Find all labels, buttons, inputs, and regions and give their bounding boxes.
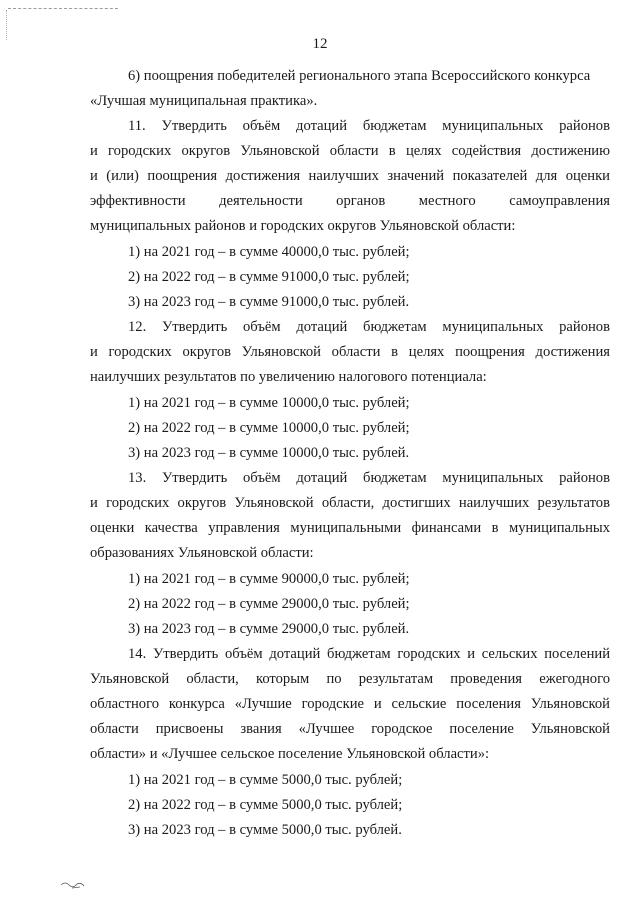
text-line: 11. Утвердить объём дотаций бюджетам муниципальных районов	[128, 118, 610, 134]
list-item: 1) на 2021 год – в сумме 90000,0 тыс. рублей;	[128, 571, 410, 587]
text-line: 14. Утвердить объём дотаций бюджетам городских и сельских поселений	[128, 646, 610, 662]
text-line: и городских округов Ульяновской области в целях поощрения достижения	[90, 344, 610, 360]
list-item: 3) на 2023 год – в сумме 10000,0 тыс. рублей.	[128, 445, 410, 461]
list-item: 3) на 2023 год – в сумме 29000,0 тыс. рублей.	[128, 621, 410, 637]
list-item: 3) на 2023 год – в сумме 91000,0 тыс. рублей.	[128, 294, 410, 310]
text-line: области присвоены звания «Лучшее городское поселение Ульяновской	[90, 721, 610, 737]
scan-artifact-top	[8, 8, 118, 10]
text-line: области» и «Лучшее сельское поселение Ульяновской области»:	[90, 746, 490, 762]
list-item: 1) на 2021 год – в сумме 10000,0 тыс. рублей;	[128, 395, 410, 411]
text-line: наилучших результатов по увеличению налогового потенциала:	[90, 369, 487, 385]
list-item: 2) на 2022 год – в сумме 29000,0 тыс. рублей;	[128, 596, 410, 612]
list-item: 2) на 2022 год – в сумме 10000,0 тыс. рублей;	[128, 420, 410, 436]
list-item: 2) на 2022 год – в сумме 5000,0 тыс. рублей;	[128, 797, 403, 813]
scribble-mark	[60, 878, 90, 890]
text-line: и (или) поощрения достижения наилучших значений показателей для оценки	[90, 168, 610, 184]
text-line: Ульяновской области, которым по результатам проведения ежегодного	[90, 671, 610, 687]
text-line: образованиях Ульяновской области:	[90, 545, 314, 561]
text-line: и городских округов Ульяновской области, достигших наилучших результатов	[90, 495, 610, 511]
text-line: муниципальных районов и городских округов Ульяновской области:	[90, 218, 516, 234]
list-item: 3) на 2023 год – в сумме 5000,0 тыс. рублей.	[128, 822, 402, 838]
text-line: «Лучшая муниципальная практика».	[90, 93, 318, 109]
text-line: 6) поощрения победителей регионального этапа Всероссийского конкурса	[128, 68, 591, 84]
text-line: областного конкурса «Лучшие городские и сельские поселения Ульяновской	[90, 696, 610, 712]
list-item: 1) на 2021 год – в сумме 40000,0 тыс. рублей;	[128, 244, 410, 260]
text-line: и городских округов Ульяновской области в целях содействия достижению	[90, 143, 610, 159]
text-line: оценки качества управления муниципальными финансами в муниципальных	[90, 520, 610, 536]
list-item: 2) на 2022 год – в сумме 91000,0 тыс. рублей;	[128, 269, 410, 285]
text-line: эффективности деятельности органов местного самоуправления	[90, 193, 610, 209]
page-number: 12	[312, 36, 328, 52]
list-item: 1) на 2021 год – в сумме 5000,0 тыс. рублей;	[128, 772, 403, 788]
text-line: 12. Утвердить объём дотаций бюджетам муниципальных районов	[128, 319, 610, 335]
text-line: 13. Утвердить объём дотаций бюджетам муниципальных районов	[128, 470, 610, 486]
